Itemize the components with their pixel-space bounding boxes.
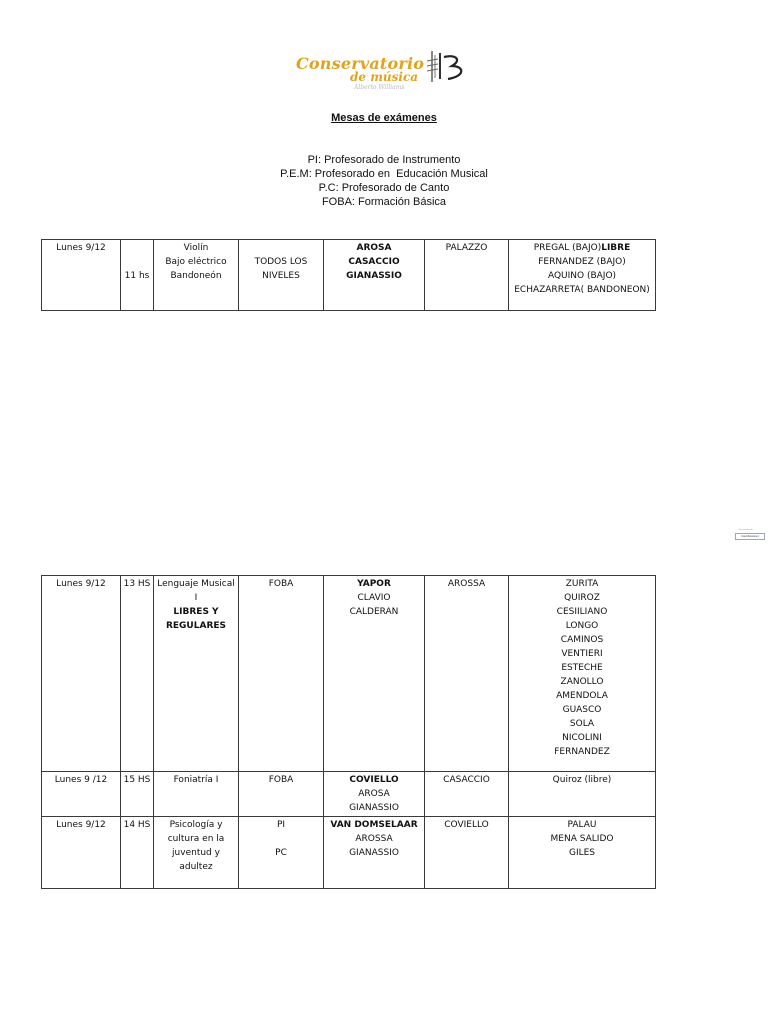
hora-cell: 15 HS [121, 772, 154, 817]
carrera-cell: FOBA [239, 772, 324, 817]
table-row [42, 772, 656, 817]
materia-cell: Psicología y cultura en la juventud y adultez [154, 817, 239, 889]
hora-cell: 14 HS [121, 817, 154, 889]
materia-cell: Foniatría I [154, 772, 239, 817]
table-row [42, 817, 656, 889]
tribunal-cell: VAN DOMSELAAR AROSSA GIANASSIO [324, 817, 425, 889]
fecha-cell: Lunes 9/12 [42, 576, 121, 772]
logo-line-1: Conservatorio [296, 54, 425, 73]
logo-line-3: Alberto Williams [354, 84, 405, 91]
carrera-cell: FOBA [239, 576, 324, 772]
fecha-cell: Lunes 9/12 [42, 240, 121, 311]
fecha-cell: Lunes 9 /12 [42, 772, 121, 817]
tribunal-cell: YAPOR CLAVIO CALDERAN [324, 576, 425, 772]
exam-table-2 [41, 575, 656, 889]
suplente-cell: CASACCIO [425, 772, 509, 817]
legend-line: FOBA: Formación Básica [321, 196, 447, 208]
table-row [42, 576, 656, 772]
exam-table-1 [41, 239, 656, 311]
legend-line: P.E.M: Profesorado en Educación Musical [280, 168, 488, 180]
legend [0, 153, 768, 209]
fecha-cell: Lunes 9/12 [42, 817, 121, 889]
tribunal-cell: COVIELLO AROSA GIANASSIO [324, 772, 425, 817]
carrera-cell: TODOS LOS NIVELES [239, 240, 324, 311]
table-row [42, 240, 656, 311]
alumnos-cell: ZURITA QUIROZ CESIILIANO LONGO CAMINOS VENTIERI ESTECHE ZANOLLO AMENDOLA GUASCO SOLA NICOLINI FERNANDEZ [509, 576, 656, 772]
alumnos-cell: PREGAL (BAJO)LIBRE FERNANDEZ (BAJO) AQUINO (BAJO) ECHAZARRETA( BANDONEON) [509, 240, 656, 311]
alumnos-cell: Quiroz (libre) [509, 772, 656, 817]
legend-line: P.C: Profesorado de Canto [318, 182, 450, 194]
music-symbol-icon [426, 48, 474, 86]
carrera-cell: PI PC [239, 817, 324, 889]
alumnos-cell: PALAU MENA SALIDO GILES [509, 817, 656, 889]
tribunal-cell: AROSA CASACCIO GIANASSIO [324, 240, 425, 311]
materia-cell: Violín Bajo eléctrico Bandoneón [154, 240, 239, 311]
hora-cell: 11 hs [121, 240, 154, 311]
legend-line: PI: Profesorado de Instrumento [307, 154, 461, 166]
suplente-cell: AROSSA [425, 576, 509, 772]
camscanner-watermark: Escaneado con CamScanner [735, 529, 763, 539]
materia-cell: Lenguaje Musical I LIBRES Y REGULARES [154, 576, 239, 772]
hora-cell: 13 HS [121, 576, 154, 772]
logo-line-2: de música [350, 70, 419, 84]
suplente-cell: PALAZZO [425, 240, 509, 311]
suplente-cell: COVIELLO [425, 817, 509, 889]
page-title: Mesas de exámenes [331, 112, 437, 124]
conservatorio-logo [292, 46, 482, 96]
